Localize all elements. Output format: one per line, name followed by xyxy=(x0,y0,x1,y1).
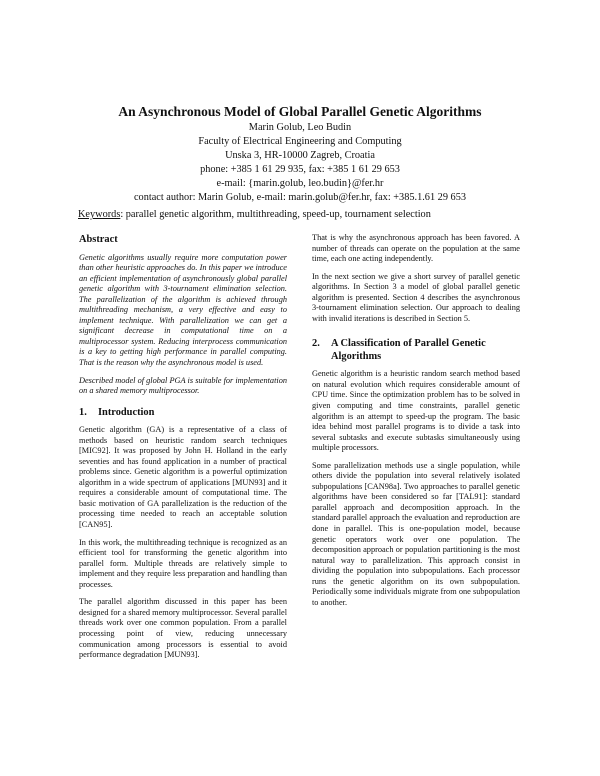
section-heading-classification xyxy=(312,338,520,363)
body-paragraph: Genetic algorithm (GA) is a representative of a class of methods based on heuristic random search techniques [MIC92]. It was proposed by John H. Holland in the early seventies and has found application in a number of practical problems since. Genetic algorithm is a powerful optimization algorithm in a wide spectrum of applications [MUN93] and it requires a considerable amount of computational time. The basic motivation of GA parallelization is the reduction of the processing time needed to reach an acceptable solution [CAN95]. xyxy=(79,425,287,530)
body-paragraph: Some parallelization methods use a single population, while others divide the population into several relatively isolated subpopulations [CAN98a]. Two approaches to parallel genetic algorithms have been considered so far [TAL91]: standard parallel approach and decomposition approach. In the standard parallel approach the evaluation and reproduction are done in parallel. This is one-population model, because genetic operators work over one population. The decomposition approach or population partitioning is the most natural way to parallelization. This approach consist in dividing the population into subpopulations. Each processor runs the genetic algorithm on its own subpopulation. Periodically some individuals migrate from one subpopulation to another. xyxy=(312,460,520,607)
section-title: A Classification of Parallel Genetic Algorithms xyxy=(331,338,486,362)
paper-title: An Asynchronous Model of Global Parallel Genetic Algorithms xyxy=(118,104,482,119)
keywords-line xyxy=(78,209,538,220)
author-block xyxy=(0,121,600,206)
section-title: Introduction xyxy=(98,406,155,418)
author-phone: phone: +385 1 61 29 935, fax: +385 1 61 29 653 xyxy=(200,164,400,176)
right-column xyxy=(312,233,520,615)
body-paragraph: Genetic algorithm is a heuristic random search method based on natural evolution which requires considerable amount of CPU time. Since the optimization problem has to be solved in given computing and time constraints, parallel genetic algorithm is an attempt to speed-up the program. The basic idea behind most parallel programs is to divide a task into several subtasks and execute subtasks simultaneously using multiple processors. xyxy=(312,369,520,453)
contact-author: contact author: Marin Golub, e-mail: marin.golub@fer.hr, fax: +385.1.61 29 653 xyxy=(133,192,466,204)
author-address: Unska 3, HR-10000 Zagreb, Croatia xyxy=(225,150,375,162)
left-column xyxy=(79,234,287,668)
abstract-paragraph: Genetic algorithms usually require more computation power than other heuristic approaches do. In this paper we introduce an efficient implementation of asynchronously global parallel genetic algorithm with 3-tournament elimination selection. The parallelization of the algorithm is achieved through multithreading mechanism, a very effective and easy to implement technique. With parallelization we can get a significant decrease in computational time on a multiprocessor system. Reducing interprocess communication is a key to getting high performance in parallel computing. That is the reason why the asynchronous model is used. xyxy=(79,252,287,367)
body-paragraph: That is why the asynchronous approach has been favored. A number of threads can operate on the population at the same time, each one acting independently. xyxy=(312,233,520,264)
author-affiliation: Faculty of Electrical Engineering and Computing xyxy=(198,136,402,148)
body-paragraph: In the next section we give a short survey of parallel genetic algorithms. In Section 3 a model of global parallel genetic algorithm is presented. Section 4 describes the asynchronous 3-tournament elimination selection. Our approach to dealing with invalid iterations is described in Section 5. xyxy=(312,271,520,323)
body-paragraph: In this work, the multithreading technique is recognized as an efficient tool for transforming the genetic algorithm into parallel form. Multiple threads are relatively simple to implement and they require less preparation and handling than processes. xyxy=(79,537,287,589)
abstract-paragraph: Described model of global PGA is suitable for implementation on a shared memory multiprocessor. xyxy=(79,375,287,396)
body-paragraph: The parallel algorithm discussed in this paper has been designed for a shared memory multiprocessor. Several parallel threads work over one common population. From a parallel processing point of view, reducing unnecessary communication among processors is essential to avoid performance degradation [MUN93]. xyxy=(79,597,287,660)
keywords-label: Keywords xyxy=(78,209,121,220)
section-heading-introduction xyxy=(79,407,287,420)
author-email: e-mail: {marin.golub, leo.budin}@fer.hr xyxy=(216,178,384,190)
section-number: 1. xyxy=(79,406,87,418)
section-number: 2. xyxy=(312,338,320,350)
keywords-text: : parallel genetic algorithm, multithreading, speed-up, tournament selection xyxy=(120,209,431,220)
abstract-heading: Abstract xyxy=(79,234,118,245)
author-names: Marin Golub, Leo Budin xyxy=(248,122,352,133)
